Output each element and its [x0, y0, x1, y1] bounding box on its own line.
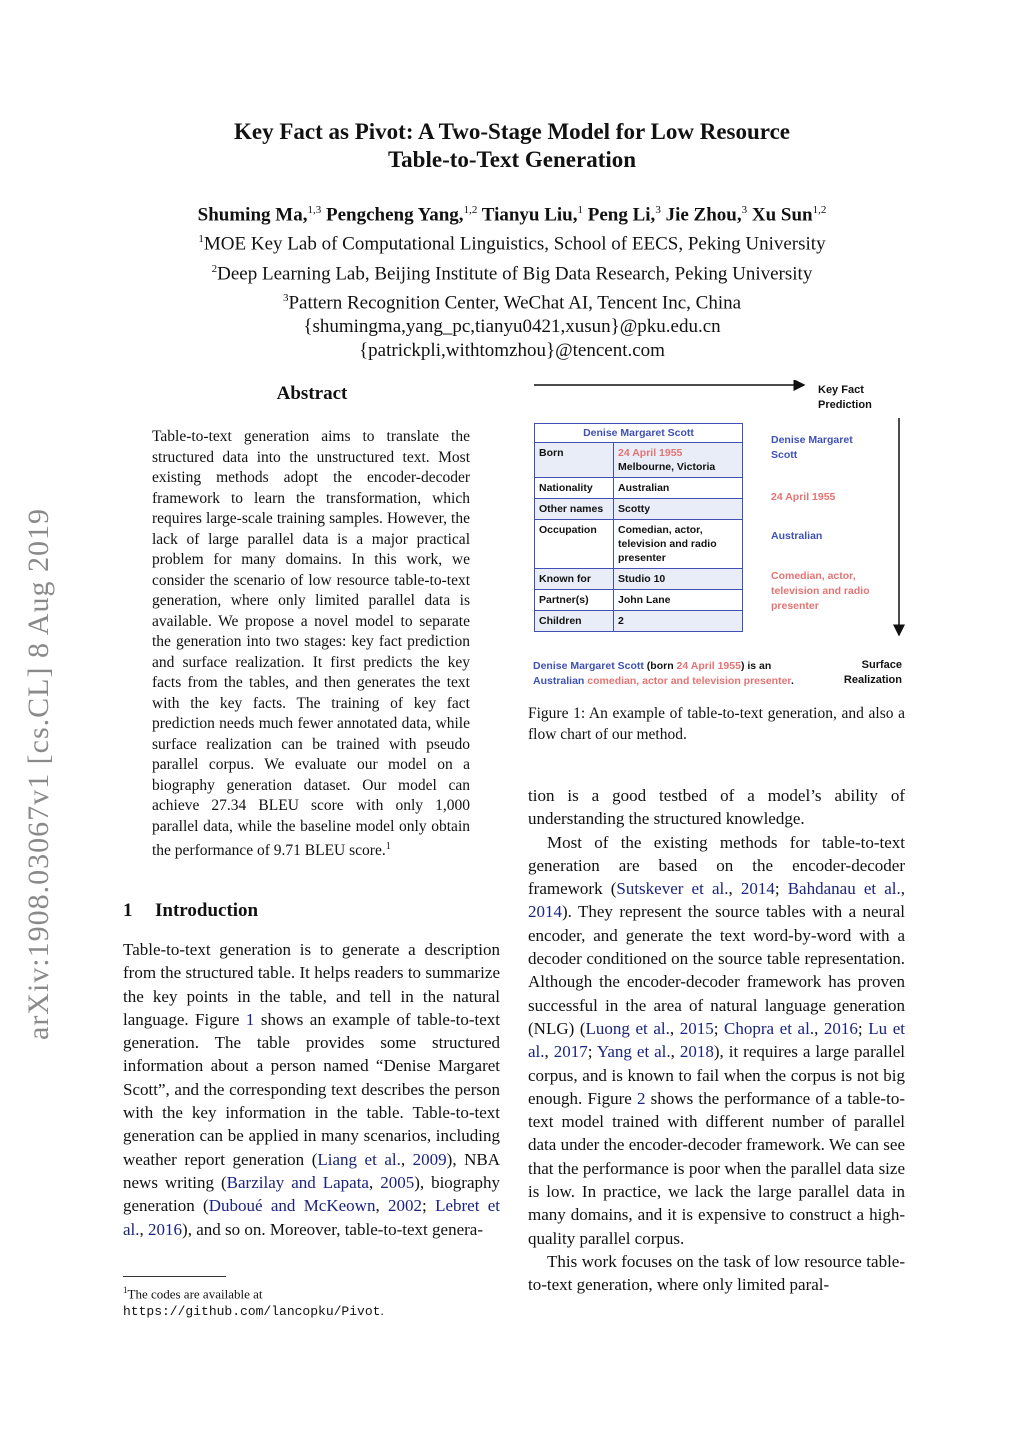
value-black: John Lane	[614, 590, 743, 611]
citation-link[interactable]: Lu et al.	[528, 1018, 905, 1062]
value-red: 24 April 1955	[618, 447, 683, 459]
text-run: ), and so on. Moreover, table-to-text genera-	[182, 1219, 483, 1239]
intro-paragraph: Table-to-text generation is to generate a description from the structured table. It helps readers to summarize the key points in the table, and tell in the natural language. Figure 1 shows an example of table-to-text generation. The table provides some structured information about a person named “Denise Margaret Scott”, and the corresponding text describes the person with the key information in the table. Table-to-text generation can be applied in many scenarios, including weather report generation (Liang et al., 2009), NBA news writing (Barzilay and Lapata, 2005), biography generation (Duboué and McKeown, 2002; Lebret et al., 2016), and so on. Moreover, table-to-text genera-	[123, 940, 500, 1239]
row-value	[614, 443, 743, 478]
row-key: Known for	[535, 569, 614, 590]
affiliation-1	[0, 227, 1024, 256]
bio-table	[534, 423, 743, 632]
figure-1-caption: Figure 1: An example of table-to-text generation, and also a flow chart of our method.	[528, 705, 905, 743]
row-key: Partner(s)	[535, 590, 614, 611]
author-sup: 3	[655, 204, 661, 216]
figure-1	[528, 380, 908, 690]
sent-text: .	[790, 675, 794, 687]
bio-table-header: Denise Margaret Scott	[535, 424, 743, 443]
citation-link[interactable]: Luong et al.	[585, 1018, 670, 1038]
row-key: Occupation	[535, 520, 614, 569]
footnote-rule	[123, 1276, 226, 1277]
section-heading-introduction	[123, 900, 258, 922]
surface-realization-label	[834, 658, 902, 688]
aff-text: MOE Key Lab of Computational Linguistics, School of EECS, Peking University	[203, 233, 826, 255]
aff-sup: 1	[198, 233, 204, 246]
label-line: Key Fact	[818, 384, 864, 396]
citation-year-link[interactable]: 2016	[823, 1018, 858, 1038]
affiliation-3	[0, 286, 1024, 315]
abstract-heading: Abstract	[276, 383, 348, 404]
figure-ref-link[interactable]: 1	[245, 1009, 255, 1029]
author: Pengcheng Yang,	[325, 204, 464, 226]
value-blue: Australian	[614, 478, 743, 499]
citation-year-link[interactable]: 2018	[679, 1042, 714, 1062]
footnote-text: The codes are available at	[127, 1286, 263, 1302]
table-row	[535, 443, 743, 478]
right-column-text	[528, 784, 905, 1297]
sent-name: Denise Margaret Scott	[533, 660, 644, 672]
author: Xu Sun	[751, 204, 813, 226]
sent-occupation: comedian, actor and television presenter	[584, 675, 791, 687]
footnote-end: .	[380, 1303, 384, 1319]
key-fact-nationality: Australian	[771, 530, 823, 542]
email-1: {shumingma,yang_pc,tianyu0421,xusun}@pku.edu.cn	[303, 316, 721, 338]
citation-link[interactable]: Yang et al.	[596, 1042, 671, 1062]
row-key: Other names	[535, 499, 614, 520]
text-run: ), it requires a large parallel corpus, and is known to fail when the corpus is not big enough. Figure	[528, 1042, 905, 1108]
email-2: {patrickpli,withtomzhou}@tencent.com	[359, 340, 665, 362]
citation-link[interactable]: Barzilay and Lapata	[226, 1172, 369, 1192]
citation-link[interactable]: Duboué and McKeown	[208, 1196, 376, 1216]
citation-year-link[interactable]: 2016	[148, 1219, 183, 1239]
title-line-2: Table-to-Text Generation	[387, 147, 637, 172]
table-row	[535, 569, 743, 590]
value-black: Melbourne, Victoria	[618, 461, 716, 473]
aff-sup: 2	[211, 262, 218, 275]
value-black: Studio 10	[614, 569, 743, 590]
sent-text: ) is an	[740, 660, 772, 672]
paragraph: Most of the existing methods for table-to-text generation are based on the encoder-decoder framework (Sutskever et al., 2014; Bahdanau et al., 2014). They represent the source tables with a neural encoder, and generate the text word-by-word with a decoder conditioned on the source table representation. Although the encoder-decoder framework has proven successful in the area of natural language generation (NLG) (Luong et al., 2015; Chopra et al., 2016; Lu et al., 2017; Yang et al., 2018), it requires a large parallel corpus, and is known to fail when the corpus is not big enough. Figure 2 shows the performance of a table-to-text model trained with different number of parallel data under the encoder-decoder framework. We can see that the performance is poor when the parallel data size is low. In practice, we lack the large parallel data in many domains, and it is expensive to construct a high-quality parallel corpus.	[528, 832, 905, 1248]
author: Tianyu Liu,	[481, 204, 578, 226]
row-key: Born	[535, 443, 614, 478]
generated-sentence	[533, 659, 823, 689]
key-fact-date: 24 April 1955	[771, 491, 836, 503]
sent-nationality: Australian	[533, 675, 585, 687]
footnote-mark[interactable]: 1	[385, 841, 391, 852]
label-line: Prediction	[818, 399, 872, 411]
citation-year-link[interactable]: 2002	[388, 1196, 423, 1216]
key-fact-name: Denise Margaret Scott	[771, 434, 853, 461]
section-title: Introduction	[155, 900, 259, 921]
figure-ref-link[interactable]: 2	[637, 1088, 646, 1108]
aff-sup: 3	[282, 291, 289, 304]
paragraph: This work focuses on the task of low resource table-to-text generation, where only limited paral-	[528, 1251, 905, 1295]
author-sup: 1,2	[463, 204, 478, 216]
text-run: shows an example of table-to-text generation. The table provides some structured information about a person named “Denise Margaret Scott”, and the corresponding text describes the person with the key information in the table. Table-to-text generation can be applied in many scenarios, including weather report generation (	[123, 1009, 500, 1169]
key-fact-occupation: Comedian, actor, television and radio presenter	[771, 570, 870, 612]
author: Shuming Ma,	[197, 204, 308, 226]
author-block	[0, 198, 1024, 363]
affiliation-2	[0, 257, 1024, 286]
section-number: 1	[123, 900, 133, 921]
citation-year-link[interactable]: 2009	[412, 1149, 447, 1169]
author-sup: 1,3	[307, 204, 322, 216]
title-line-1: Key Fact as Pivot: A Two-Stage Model for Low Resource	[234, 119, 790, 144]
key-fact-prediction-label	[818, 383, 872, 413]
value-black: 2	[614, 611, 743, 632]
table-row	[535, 499, 743, 520]
text-run: Most of the existing methods for table-to-text generation are based on the encoder-decoder framework (	[528, 832, 905, 899]
author-sup: 1	[577, 204, 583, 216]
arxiv-sidebar-id: arXiv:1908.03067v1 [cs.CL] 8 Aug 2019	[22, 508, 55, 1040]
citation-link[interactable]: Liang et al.	[317, 1149, 401, 1169]
text-run: Table-to-text generation is to generate a description from the structured table. It helps readers to summarize the key points in the table, and tell in the natural language. Figure	[123, 940, 500, 1029]
table-row	[535, 520, 743, 569]
footnote-url-link[interactable]: https://github.com/lancopku/Pivot	[123, 1304, 381, 1320]
paper-title	[0, 118, 1024, 174]
aff-text: Deep Learning Lab, Beijing Institute of Big Data Research, Peking University	[217, 262, 813, 284]
citation-link[interactable]: Lebret et al.	[123, 1196, 500, 1239]
table-row	[535, 478, 743, 499]
label-line: Realization	[843, 674, 902, 686]
citation-year-link[interactable]: 2015	[679, 1018, 714, 1038]
row-key: Children	[535, 611, 614, 632]
value-red: Comedian, actor, television and radio presenter	[614, 520, 743, 569]
author: Peng Li,	[587, 204, 656, 226]
footnote-number: 1	[123, 1285, 128, 1295]
text-run: shows the performance of a table-to-text model trained with different number of parallel data under the encoder-decoder framework. We can see that the performance is poor when the parallel data size is low. In practice, we lack the large parallel data in many domains, and it is expensive to construct a high-quality parallel corpus.	[528, 1088, 905, 1248]
table-row	[535, 590, 743, 611]
author-sup: 1,2	[812, 204, 827, 216]
citation-link[interactable]: Bahdanau et al.	[787, 879, 901, 899]
author: Jie Zhou,	[665, 204, 742, 226]
footnote	[123, 1282, 503, 1320]
aff-text: Pattern Recognition Center, WeChat AI, Tencent Inc, China	[288, 292, 742, 314]
citation-year-link[interactable]: 2014	[740, 879, 775, 899]
sent-date: 24 April 1955	[676, 660, 741, 672]
citation-year-link[interactable]: 2017	[553, 1042, 588, 1062]
paragraph: tion is a good testbed of a model’s ability of understanding the structured knowledge.	[528, 786, 905, 829]
citation-year-link[interactable]: 2014	[528, 902, 562, 922]
text-run: ), biography generation (	[123, 1172, 500, 1216]
citation-year-link[interactable]: 2005	[380, 1172, 415, 1192]
citation-link[interactable]: Chopra et al.	[724, 1018, 815, 1038]
label-line: Surface	[861, 659, 902, 671]
abstract-body	[152, 427, 470, 862]
text-run: ). They represent the source tables with a neural encoder, and generate the text word-by-word with a decoder conditioned on the source table representation. Although the encoder-decoder framework has proven successful in the area of natural language generation (NLG) (	[528, 902, 905, 1038]
text-run: ), NBA news writing (	[123, 1149, 500, 1192]
citation-link[interactable]: Sutskever et al.	[616, 879, 729, 899]
abstract-text: Table-to-text generation aims to translate the structured data into the unstructured text. Most existing methods adopt the encoder-decoder framework to learn the transformation, which requires large-scale training samples. However, the lack of large parallel data is a major practical problem for many domains. In this work, we consider the scenario of low resource table-to-text generation, where only limited parallel data is available. We propose a novel model to separate the generation into two stages: key fact prediction and surface realization. It first predicts the key facts from the tables, and then generates the text with the key facts. The training of key fact prediction needs much fewer annotated data, while surface realization can be trained with pseudo parallel corpus. We evaluate our model on a biography generation dataset. Our model can achieve 27.34 BLEU score with only 1,000 parallel data, while the baseline model only obtain the performance of 9.71 BLEU score.	[152, 428, 470, 860]
author-sup: 3	[741, 204, 748, 216]
sent-text: (born	[643, 660, 677, 672]
value-black: Scotty	[614, 499, 743, 520]
author-names	[0, 198, 1024, 227]
table-row	[535, 611, 743, 632]
row-key: Nationality	[535, 478, 614, 499]
